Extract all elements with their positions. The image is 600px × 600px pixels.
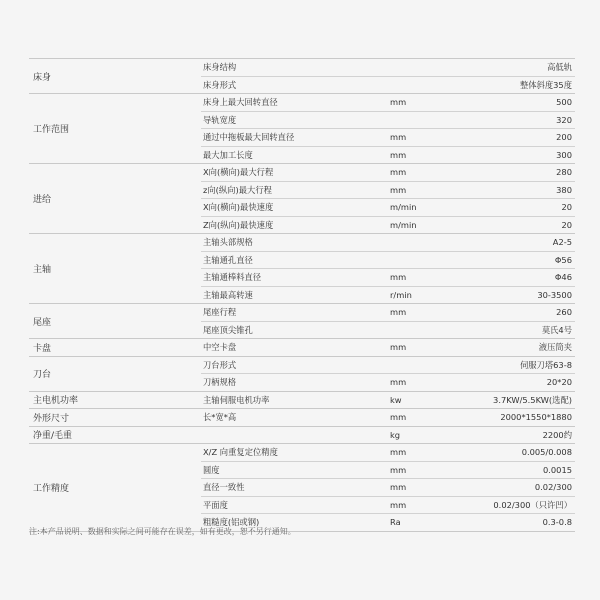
param-label: 主轴伺服电机功率 — [203, 394, 270, 405]
value-label: 高低轨 — [547, 62, 572, 73]
unit-label: r/min — [390, 289, 412, 300]
unit-label: mm — [390, 97, 407, 108]
value-label: 0.005/0.008 — [521, 447, 572, 458]
value-label: 20 — [561, 202, 572, 213]
spec-row — [201, 94, 575, 111]
spec-group — [29, 338, 575, 356]
param-label: 通过中拖板最大回转直径 — [203, 132, 295, 143]
spec-row — [201, 268, 575, 286]
value-label: Φ46 — [554, 272, 572, 283]
spec-group — [29, 408, 575, 426]
param-label: 床身形式 — [203, 79, 237, 90]
param-label: X向(横向)最大行程 — [203, 167, 274, 178]
value-label: 0.3-0.8 — [542, 517, 572, 528]
param-label: 床身结构 — [203, 62, 237, 73]
group-rows — [201, 234, 575, 303]
param-label: 尾座行程 — [203, 307, 237, 318]
unit-label: kw — [390, 394, 402, 405]
spec-row — [201, 461, 575, 479]
group-rows — [201, 392, 575, 409]
spec-row — [201, 478, 575, 496]
value-label: 500 — [556, 97, 572, 108]
group-name: 床身 — [33, 72, 52, 83]
value-label: 2000*1550*1880 — [500, 412, 572, 423]
value-label: 300 — [556, 149, 572, 160]
value-label: A2-5 — [552, 237, 572, 248]
value-label: 0.0015 — [542, 464, 572, 475]
unit-label: mm — [390, 307, 407, 318]
group-name: 工作范围 — [33, 125, 70, 135]
value-label: 0.02/300 — [534, 482, 572, 493]
value-label: 320 — [556, 114, 572, 125]
param-label: 中空卡盘 — [203, 342, 237, 353]
spec-row — [201, 76, 575, 94]
group-name: 净重/毛重 — [33, 431, 73, 442]
param-label: 主轴通孔直径 — [203, 254, 253, 265]
param-label: 直径一致性 — [203, 482, 245, 493]
group-rows — [201, 304, 575, 338]
value-label: 280 — [556, 167, 572, 178]
param-label: 尾座顶尖锥孔 — [203, 324, 253, 335]
param-label: X向(横向)最快速度 — [203, 202, 274, 213]
value-label: 200 — [556, 132, 572, 143]
group-rows — [201, 409, 575, 426]
group-rows — [201, 444, 575, 531]
value-label: Φ56 — [554, 254, 572, 265]
value-label: 2200约 — [542, 429, 572, 440]
spec-group — [29, 58, 575, 93]
spec-row — [201, 146, 575, 164]
spec-row — [201, 444, 575, 461]
spec-row — [201, 427, 575, 444]
unit-label: mm — [390, 184, 407, 195]
param-label: z向(纵向)最大行程 — [203, 184, 272, 195]
value-label: 液压筒夹 — [538, 342, 572, 353]
unit-label: m/min — [390, 219, 417, 230]
value-label: 伺服刀塔63-8 — [519, 359, 572, 370]
value-label: 30-3500 — [537, 289, 572, 300]
param-label: 导轨宽度 — [203, 114, 237, 125]
group-rows — [201, 339, 575, 356]
unit-label: mm — [390, 499, 407, 510]
spec-row — [201, 251, 575, 269]
spec-row — [201, 304, 575, 321]
value-label: 0.02/300（只许凹） — [493, 499, 572, 510]
unit-label: mm — [390, 482, 407, 493]
footnote: 注:本产品说明、数据和实际之间可能存在误差，如有更改，恕不另行通知。 — [29, 527, 296, 536]
unit-label: mm — [390, 412, 407, 423]
spec-row — [201, 111, 575, 129]
param-label: 平面度 — [203, 499, 228, 510]
spec-row — [201, 392, 575, 409]
spec-row — [201, 286, 575, 304]
spec-table — [29, 58, 575, 532]
unit-label: mm — [390, 132, 407, 143]
spec-row — [201, 128, 575, 146]
param-label: 圆度 — [203, 464, 220, 475]
value-label: 3.7KW/5.5KW(选配) — [493, 394, 572, 405]
spec-group — [29, 93, 575, 163]
unit-label: mm — [390, 342, 407, 353]
spec-group — [29, 163, 575, 233]
group-name: 工作精度 — [33, 483, 70, 494]
param-label: 主轴最高转速 — [203, 289, 253, 300]
spec-group — [29, 391, 575, 409]
group-name: 进给 — [33, 195, 52, 205]
param-label: 主轴头部规格 — [203, 237, 253, 248]
spec-group — [29, 443, 575, 531]
spec-row — [201, 409, 575, 426]
spec-group — [29, 303, 575, 338]
unit-label: kg — [390, 429, 401, 440]
unit-label: mm — [390, 272, 407, 283]
param-label: Z向(纵向)最快速度 — [203, 219, 274, 230]
unit-label: mm — [390, 167, 407, 178]
param-label: 刀台形式 — [203, 359, 237, 370]
unit-label: m/min — [390, 202, 417, 213]
unit-label: mm — [390, 149, 407, 160]
param-label: 床身上最大回转直径 — [203, 97, 278, 108]
spec-row — [201, 373, 575, 391]
unit-label: mm — [390, 447, 407, 458]
spec-row — [201, 339, 575, 356]
group-name: 卡盘 — [33, 343, 52, 354]
param-label: 最大加工长度 — [203, 149, 253, 160]
value-label: 260 — [556, 307, 572, 318]
spec-group — [29, 233, 575, 303]
spec-row — [201, 198, 575, 216]
spec-row — [201, 357, 575, 374]
spec-row — [201, 59, 575, 76]
group-rows — [201, 164, 575, 233]
unit-label: mm — [390, 464, 407, 475]
spec-row — [201, 496, 575, 514]
spec-group — [29, 356, 575, 391]
spec-row — [201, 216, 575, 234]
group-name: 外形尺寸 — [33, 413, 70, 424]
param-label: 主轴通棒料直径 — [203, 272, 262, 283]
spec-row — [201, 164, 575, 181]
value-label: 整体斜度35度 — [519, 79, 572, 90]
unit-label: mm — [390, 377, 407, 388]
group-rows — [201, 59, 575, 93]
group-name: 刀台 — [33, 370, 52, 380]
group-rows — [201, 94, 575, 163]
param-label: X/Z 向重复定位精度 — [203, 447, 278, 458]
spec-row — [201, 234, 575, 251]
param-label: 长*宽*高 — [203, 412, 237, 423]
param-label: 刀柄规格 — [203, 377, 237, 388]
group-rows — [201, 427, 575, 444]
group-name: 尾座 — [33, 317, 52, 328]
param-label: 粗糙度(铝或钢) — [203, 517, 260, 528]
unit-label: Ra — [390, 517, 401, 528]
value-label: 380 — [556, 184, 572, 195]
value-label: 20 — [561, 219, 572, 230]
value-label: 20*20 — [546, 377, 572, 388]
spec-row — [201, 321, 575, 339]
spec-row — [201, 181, 575, 199]
group-rows — [201, 357, 575, 391]
spec-group — [29, 426, 575, 444]
value-label: 莫氏4号 — [541, 324, 572, 335]
group-name: 主电机功率 — [33, 396, 79, 407]
group-name: 主轴 — [33, 265, 52, 275]
